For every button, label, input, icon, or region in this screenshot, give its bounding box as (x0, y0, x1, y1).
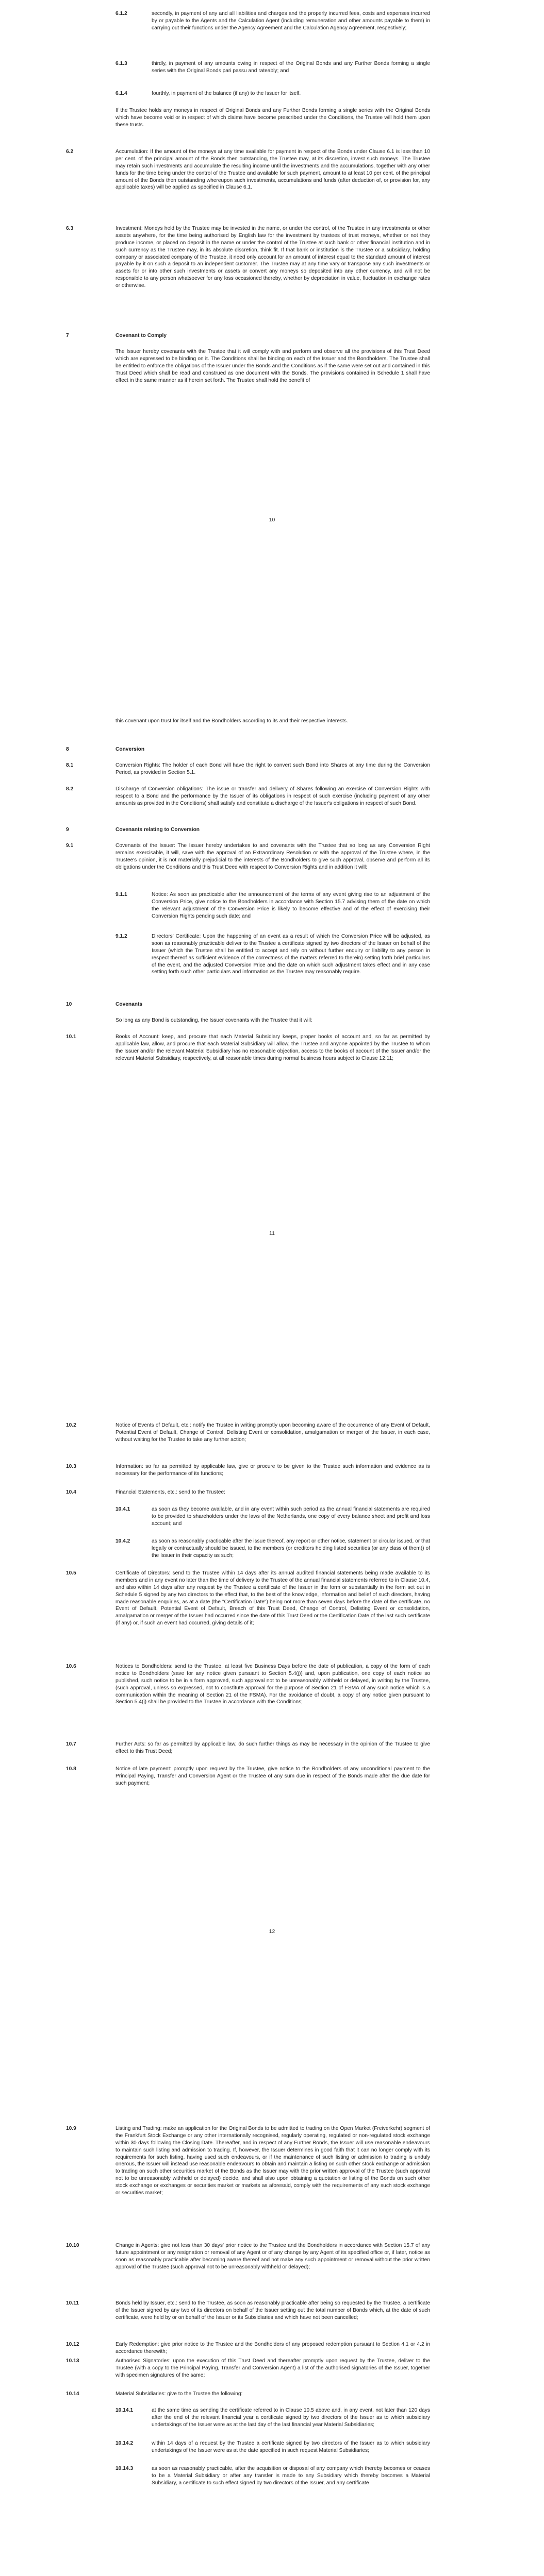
page-number: 12 (269, 1928, 275, 1935)
clause-number: 10.5 (66, 1570, 76, 1576)
clause-number: 10.13 (66, 2358, 79, 2364)
clause-number: 10.9 (66, 2126, 76, 2131)
section-number: 10 (66, 1002, 72, 1007)
clause-text: Information: so far as permitted by applicable law, give or procure to be given to the Trustee such information and evidence as is necessary for the performance of its functions; (116, 1464, 430, 1477)
sub-clause-text: as soon as they become available, and in any event within such period as the annual financial statements are required to be provided to shareholders under the laws of the Netherlands, one copy of every balance sheet and profit and loss account; and (152, 1506, 430, 1527)
sub-clause-number: 6.1.3 (116, 61, 127, 66)
clause-number: 10.3 (66, 1464, 76, 1469)
clause-text: Financial Statements, etc.: send to the Trustee: (116, 1489, 225, 1495)
section-heading: Covenants relating to Conversion (116, 827, 200, 833)
clause-number: 6.2 (66, 149, 74, 155)
sub-clause-text: Directors' Certificate: Upon the happening of an event as a result of which the Conversion Price will be adjusted, as soon as reasonably practicable deliver to the Trustee a certificate signed by two directors of the Issuer on behalf of the Issuer (which the Trustee shall be entitled to accept and rely on without further enquiry or liability to any person in respect thereof as sufficient evidence of the correctness of the matters referred to therein) setting forth brief particulars of the event, and the adjusted Conversion Price and the date on which such adjustment takes effect and in any case setting forth such other particulars and information as the Trustee may reasonably require. (152, 934, 430, 975)
clause-number: 10.12 (66, 2342, 79, 2347)
clause-text: Material Subsidiaries: give to the Trustee the following: (116, 2391, 243, 2397)
page-number: 11 (269, 1230, 275, 1236)
clause-number: 10.10 (66, 2243, 79, 2248)
clause-text: Notice of Events of Default, etc.: notify the Trustee in writing promptly upon becoming aware of the occurrence of any Event of Default, Potential Event of Default, Change of Control, Delisting Event or consolidation, amalgamation or merger of the Issuer, in each case, without waiting for the Trustee to take any further action; (116, 1422, 430, 1443)
clause-text: Certificate of Directors: send to the Trustee within 14 days after its annual audited financial statements being made available to its members and in any event no later than the time of delivery to the Trustee of the annual financial statements referred to in Clause 10.4, and also within 14 days after any request by the Trustee a certificate of the Issuer in the form or substantially in the form set out in Schedule 5 signed by any two directors to the effect that, to the best of the knowledge, information and belief of such directors, having made reasonable enquiries, as at a date (the "Certification Date") being not more than seven days before the date of the certificate, no Event of Default, Potential Event of Default, Breach of this Trust Deed, Change of Control, Delisting Event or consolidation, amalgamation or merger of the Issuer had occurred since the date of this Trust Deed or the Certification Date of the last such certificate (if any) or, if such an event had occurred, giving details of it; (116, 1570, 430, 1626)
section-number: 9 (66, 827, 69, 833)
clause-number: 10.4 (66, 1489, 76, 1495)
clause-number: 10.14 (66, 2391, 79, 2397)
clause-text: Change in Agents: give not less than 30 days' prior notice to the Trustee and the Bondholders in accordance with Section 15.7 of any future appointment or any resignation or removal of any Agent or of any change by any Agent of its specified office or, if later, notice as soon as reasonably practicable after becoming aware thereof and not make any such appointment or removal without the prior written approval of the Trustee (such approval not to be unreasonably withheld or delayed); (116, 2243, 430, 2270)
paragraph: If the Trustee holds any moneys in respect of Original Bonds and any Further Bonds forming a single series with the Original Bonds which have become void or in respect of which claims have become prescribed under the Conditions, the Trustee will hold them upon these trusts. (116, 108, 430, 128)
clause-number: 10.8 (66, 1766, 76, 1772)
sub-clause-text: as soon as reasonably practicable after the issue thereof, any report or other notice, statement or circular issued, or that legally or contractually should be issued, to the members (or creditors holding listed securities (or any class of them)) of the Issuer in their capacity as such; (152, 1538, 430, 1558)
clause-text: Notices to Bondholders: send to the Trustee, at least five Business Days before the date of publication, a copy of the form of each notice to Bondholders (save for any notice given pursuant to Section 5.4(j)) and, upon publication, one copy of each notice so published, such notice to be in a form approved, such approval not to be unreasonably withheld or delayed, in writing by the Trustee, (such approval, unless so expressed, not to constitute approval for the purpose of Section 21 of FSMA of any such notice which is a communication within the meaning of Section 21 of the FSMA). For the avoidance of doubt, a copy of any notice given pursuant to Section 5.4(j) shall be provided to the Trustee in accordance with the Conditions; (116, 1664, 430, 1705)
clause-text: Conversion Rights: The holder of each Bond will have the right to convert such Bond into Shares at any time during the Conversion Period, as provided in Section 5.1. (116, 762, 430, 775)
clause-number: 10.7 (66, 1741, 76, 1747)
clause-number: 9.1 (66, 843, 74, 849)
sub-clause-number: 6.1.2 (116, 11, 127, 16)
section-text: The Issuer hereby covenants with the Trustee that it will comply with and perform and observe all the provisions of this Trust Deed which are expressed to be binding on it. The Conditions shall be binding on each of the Issuer and the Bondholders. The Trustee shall be entitled to enforce the obligations of the Issuer under the Bonds and the Conditions as if the same were set out and contained in this Trust Deed which shall be read and construed as one document with the Bonds. The provisions contained in Schedule 1 shall have effect in the same manner as if herein set forth. The Trustee shall hold the benefit of (116, 349, 430, 383)
clause-text: Further Acts: so far as permitted by applicable law, do such further things as may be necessary in the opinion of the Trustee to give effect to this Trust Deed; (116, 1741, 430, 1754)
clause-text: Notice of late payment: promptly upon request by the Trustee, give notice to the Bondholders of any unconditional payment to the Principal Paying, Transfer and Conversion Agent or the Trustee of any sum due in respect of the Bonds made after the due date for such payment; (116, 1766, 430, 1786)
page-number: 10 (269, 517, 275, 523)
clause-text: Covenants of the Issuer: The Issuer hereby undertakes to and covenants with the Trustee that so long as any Conversion Right remains exercisable, it will, save with the approval of an Extraordinary Resolution or with the approval of the Trustee where, in the Trustee's opinion, it is not materially prejudicial to the interests of the Bondholders to give such approval, observe and perform all its obligations under the Conditions and this Trust Deed with respect to Conversion Rights and in addition it will: (116, 843, 430, 870)
sub-clause-number: 10.14.1 (116, 2408, 133, 2413)
clause-text: Books of Account: keep, and procure that each Material Subsidiary keeps, proper books of account and, so far as permitted by applicable law, allow, and procure that each Material Subsidiary will allow, the Trustee and anyone appointed by the Trustee to whom the Issuer and/or the relevant Material Subsidiary has no reasonable objection, access to the books of account of the Issuer and/or the relevant Material Subsidiary, respectively, at all reasonable times during normal business hours subject to Clause 12.11; (116, 1034, 430, 1061)
section-heading: Covenant to Comply (116, 333, 167, 338)
sub-clause-text: thirdly, in payment of any amounts owing in respect of the Original Bonds and any Further Bonds forming a single series with the Original Bonds pari passu and rateably; and (152, 61, 430, 74)
sub-clause-number: 6.1.4 (116, 91, 127, 96)
clause-text: Bonds held by Issuer, etc.: send to the Trustee, as soon as reasonably practicable after being so requested by the Trustee, a certificate of the Issuer signed by any two of its directors on behalf of the Issuer setting out the total number of Bonds which, at the date of such certificate, were held by or on behalf of the Issuer or its Subsidiaries and which have not been cancelled; (116, 2300, 430, 2320)
clause-number: 8.1 (66, 762, 74, 768)
clause-number: 8.2 (66, 786, 74, 792)
sub-clause-number: 10.14.2 (116, 2441, 133, 2446)
paragraph: So long as any Bond is outstanding, the Issuer covenants with the Trustee that it will: (116, 1018, 312, 1023)
sub-clause-text: fourthly, in payment of the balance (if any) to the Issuer for itself. (152, 91, 301, 96)
clause-text: Discharge of Conversion obligations: The issue or transfer and delivery of Shares following an exercise of Conversion Rights with respect to a Bond and the performance by the Issuer of its obligations in respect of such exercise (including payment of any other amounts as provided in the Conditions) shall satisfy and constitute a discharge of the Issuer's obligations in respect of such Bond. (116, 786, 430, 806)
clause-number: 10.2 (66, 1422, 76, 1428)
sub-clause-number: 10.14.3 (116, 2466, 133, 2471)
sub-clause-number: 9.1.1 (116, 892, 127, 897)
paragraph: this covenant upon trust for itself and the Bondholders according to its and their respective interests. (116, 718, 348, 724)
clause-text: Authorised Signatories: upon the execution of this Trust Deed and thereafter promptly upon request by the Trustee, deliver to the Trustee (with a copy to the Principal Paying, Transfer and Conversion Agent) a list of the authorised signatories of the Issuer, together with specimen signatures of the same; (116, 2358, 430, 2378)
clause-number: 10.6 (66, 1664, 76, 1669)
sub-clause-text: within 14 days of a request by the Trustee a certificate signed by two directors of the Issuer as to which subsidiary undertakings of the Issuer were as at the date specified in such request Material Subsidiaries; (152, 2441, 430, 2453)
clause-number: 10.11 (66, 2300, 79, 2306)
section-number: 7 (66, 333, 69, 338)
clause-number: 10.1 (66, 1034, 76, 1040)
section-heading: Covenants (116, 1002, 143, 1007)
sub-clause-number: 9.1.2 (116, 934, 127, 939)
section-heading: Conversion (116, 747, 145, 752)
clause-text: Investment: Moneys held by the Trustee may be invested in the name, or under the control, of the Trustee in any investments or other assets anywhere, for the time being authorised by English law for the investment by trustees of trust moneys, whether or not they produce income, or placed on deposit in the name or under the control of the Trustee at such bank or other financial institution and in such currency as the Trustee may, in its absolute discretion, think fit. If that bank or institution is the Trustee or a subsidiary, holding company or associated company of the Trustee, it need only account for an amount of interest equal to the standard amount of interest payable by it on such a deposit to an independent customer. The Trustee may at any time vary or transpose any such investments or assets for or into other such investments or assets or convert any moneys so deposited into any other currency, and will not be responsible to any person whatsoever for any loss occasioned thereby, whether by depreciation in value, fluctuation in exchange rates or otherwise. (116, 226, 430, 289)
clause-text: Accumulation: If the amount of the moneys at any time available for payment in respect of the Bonds under Clause 6.1 is less than 10 per cent. of the principal amount of the Bonds then outstanding, the Trustee may, at its discretion, invest such moneys. The Trustee may retain such investments and accumulate the resulting income until the investments and the accumulations, together with any other funds for the time being under the control of the Trustee and available for such payment, amount to at least 10 per cent. of the principal amount of the Bonds then outstanding whereupon such investments, accumulations and funds (after deduction of, or provision for, any applicable taxes) will be applied as specified in Clause 6.1. (116, 149, 430, 191)
sub-clause-number: 10.4.2 (116, 1538, 130, 1544)
sub-clause-text: secondly, in payment of any and all liabilities and charges and the properly incurred fees, costs and expenses incurred by or payable to the Agents and the Calculation Agent (including remuneration and other amounts payable to them) in carrying out their functions under the Agency Agreement and the Calculation Agency Agreement, respectively; (152, 11, 430, 31)
clause-text: Early Redemption: give prior notice to the Trustee and the Bondholders of any proposed redemption pursuant to Section 4.1 or 4.2 in accordance therewith; (116, 2342, 430, 2354)
section-number: 8 (66, 747, 69, 752)
clause-number: 6.3 (66, 226, 74, 231)
sub-clause-text: at the same time as sending the certificate referred to in Clause 10.5 above and, in any event, not later than 120 days after the end of the relevant financial year a certificate signed by two directors of the Issuer as to which subsidiary undertakings of the Issuer were as at the last day of the last financial year Material Subsidiaries; (152, 2408, 430, 2428)
sub-clause-text: as soon as reasonably practicable, after the acquisition or disposal of any company which thereby becomes or ceases to be a Material Subsidiary or after any transfer is made to any Subsidiary which thereby becomes a Material Subsidiary, a certificate to such effect signed by two directors of the Issuer, and any certificate (152, 2466, 430, 2486)
clause-text: Listing and Trading: make an application for the Original Bonds to be admitted to trading on the Open Market (Freiverkehr) segment of the Frankfurt Stock Exchange or any other internationally recognised, regularly operating, regulated or non-regulated stock exchange within 30 days following the Closing Date. Thereafter, and in respect of any Further Bonds, the Issuer will use reasonable endeavours to maintain such listing and admission to trading. If, however, the Issuer determines in good faith that it can no longer comply with its requirements for such listing, having used such endeavours, or if the maintenance of such listing or admission to trading is unduly onerous, the Issuer will instead use reasonable endeavours to obtain and maintain a listing on such other stock exchange or admission to trading on such other securities market of the Bonds as the Issuer may with the prior written approval of the Trustee (such approval not to be unreasonably withheld or delayed) decide, and shall also upon obtaining a quotation or listing of the Bonds on such other stock exchange or exchanges or securities market or markets as aforesaid, comply with the requirements of any such stock exchange or securities market; (116, 2126, 430, 2196)
sub-clause-number: 10.4.1 (116, 1506, 130, 1512)
sub-clause-text: Notice: As soon as practicable after the announcement of the terms of any event giving rise to an adjustment of the Conversion Price, give notice to the Bondholders in accordance with Section 15.7 advising them of the date on which the relevant adjustment of the Conversion Price is likely to become effective and of the effect of exercising their Conversion Rights pending such date; and (152, 892, 430, 919)
